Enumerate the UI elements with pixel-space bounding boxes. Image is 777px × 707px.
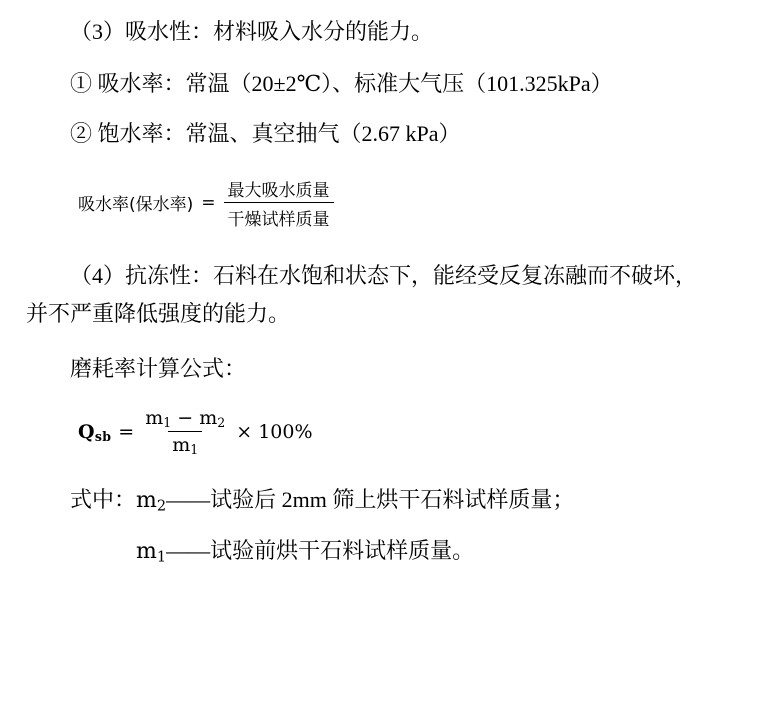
formula-water-absorption [26, 176, 751, 230]
legend-text-m2: ——试验后 2mm 筛上烘干石料试样质量； [166, 486, 575, 512]
formula-symbol: $Q_{sb}$ [78, 420, 112, 445]
formula-abrasion-rate [26, 407, 751, 457]
formula-expression [78, 176, 334, 230]
legend-symbol-m2: $m_2$ [136, 487, 167, 515]
fraction-numerator: $m_1 - m_2$ [145, 407, 226, 431]
legend-text-m1: ——试验前烘干石料试样质量。 [166, 538, 475, 564]
formula-equals-sign: = [118, 421, 135, 444]
formula-equals-sign: = [201, 192, 216, 213]
list-item-absorption-rate: ① 吸水率：常温（20±2℃）、标准大气压（101.325kPa） [70, 70, 613, 96]
list-item-saturation-rate: ② 饱水率：常温、真空抽气（2.67 kPa） [70, 120, 461, 146]
formula-lhs-label: 吸水率(保水率) [78, 195, 194, 216]
heading-water-absorption: （3）吸水性：材料吸入水分的能力。 [70, 19, 434, 44]
fraction [224, 176, 334, 230]
fraction-denominator: $m_1$ [168, 431, 202, 457]
fraction [141, 407, 229, 457]
heading-abrasion-formula: 磨耗率计算公式： [70, 356, 247, 382]
legend-line-m2 [26, 484, 751, 518]
paragraph-frost-resistance-line1: （4）抗冻性：石料在水饱和状态下，能经受反复冻融而不破坏， [70, 262, 698, 288]
legend-symbol-m1: $m_1$ [136, 539, 167, 566]
legend-line-m1 [26, 535, 751, 569]
fraction-numerator: 最大吸水质量 [227, 180, 330, 201]
formula-expression [78, 407, 313, 457]
legend-prefix: 式中： [70, 486, 137, 512]
formula-tail: × 100% [236, 421, 313, 444]
fraction-denominator: 干燥试样质量 [224, 202, 334, 230]
paragraph-frost-resistance-line2: 并不严重降低强度的能力。 [26, 300, 291, 326]
